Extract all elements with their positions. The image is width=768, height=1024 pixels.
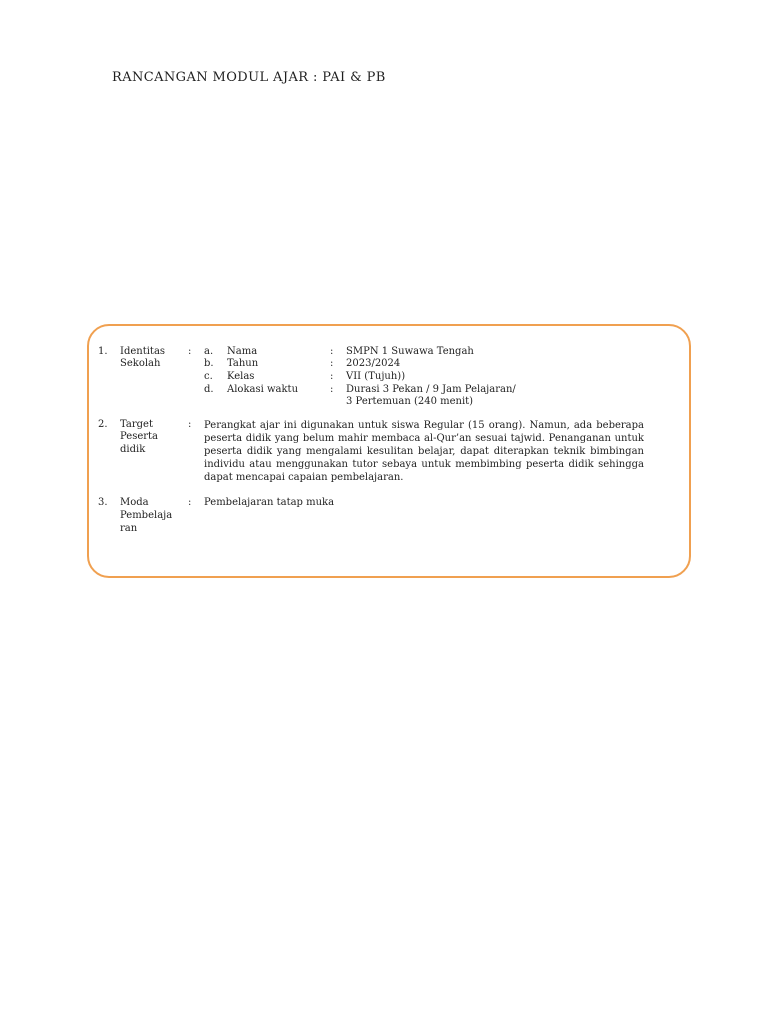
section-label: Identitas — [120, 346, 166, 357]
item-letter: c. — [204, 371, 213, 382]
section-number: 2. — [98, 419, 108, 430]
section-colon: : — [188, 346, 192, 357]
item-letter: b. — [204, 358, 214, 369]
paragraph-line: Perangkat ajar ini digunakan untuk siswa Regular (15 orang). Namun, ada beberapa — [204, 420, 644, 431]
section-colon: : — [188, 497, 192, 508]
section-number: 1. — [98, 346, 108, 357]
item-colon: : — [330, 358, 334, 369]
item-letter: d. — [204, 384, 214, 395]
section-label: ran — [120, 523, 138, 534]
item-key: Tahun — [227, 358, 259, 369]
item-colon: : — [330, 346, 334, 357]
item-value-continuation: 3 Pertemuan (240 menit) — [346, 396, 474, 407]
paragraph-line: peserta didik yang belum mahir membaca al-Qur’an sesuai tajwid. Penanganan untuk — [204, 433, 644, 444]
section-label: Sekolah — [120, 358, 161, 369]
item-letter: a. — [204, 346, 214, 357]
item-key: Alokasi waktu — [227, 384, 299, 395]
section-label: Peserta — [120, 431, 159, 442]
section-label: Target — [120, 419, 153, 430]
item-value: 2023/2024 — [346, 358, 401, 369]
section-label: Pembelaja — [120, 510, 173, 521]
paragraph-line: individu atau menggunakan tutor sebaya untuk membimbing peserta didik sehingga — [204, 459, 644, 470]
item-value: Durasi 3 Pekan / 9 Jam Pelajaran/ — [346, 384, 516, 395]
target-description — [204, 419, 644, 484]
section-colon: : — [188, 419, 192, 430]
section-number: 3. — [98, 497, 108, 508]
paragraph-line: dapat mencapai capaian pembelajaran. — [204, 472, 404, 483]
section-label: Moda — [120, 497, 149, 508]
item-colon: : — [330, 384, 334, 395]
page-title: RANCANGAN MODUL AJAR : PAI & PB — [112, 70, 386, 85]
item-key: Kelas — [227, 371, 255, 382]
moda-value: Pembelajaran tatap muka — [204, 497, 335, 508]
item-value: SMPN 1 Suwawa Tengah — [346, 346, 474, 357]
item-colon: : — [330, 371, 334, 382]
section-label: didik — [120, 444, 146, 455]
item-key: Nama — [227, 346, 258, 357]
item-value: VII (Tujuh)) — [346, 371, 406, 382]
paragraph-line: peserta didik yang mengalami kesulitan belajar, dapat diterapkan teknik bimbingan — [204, 446, 644, 457]
